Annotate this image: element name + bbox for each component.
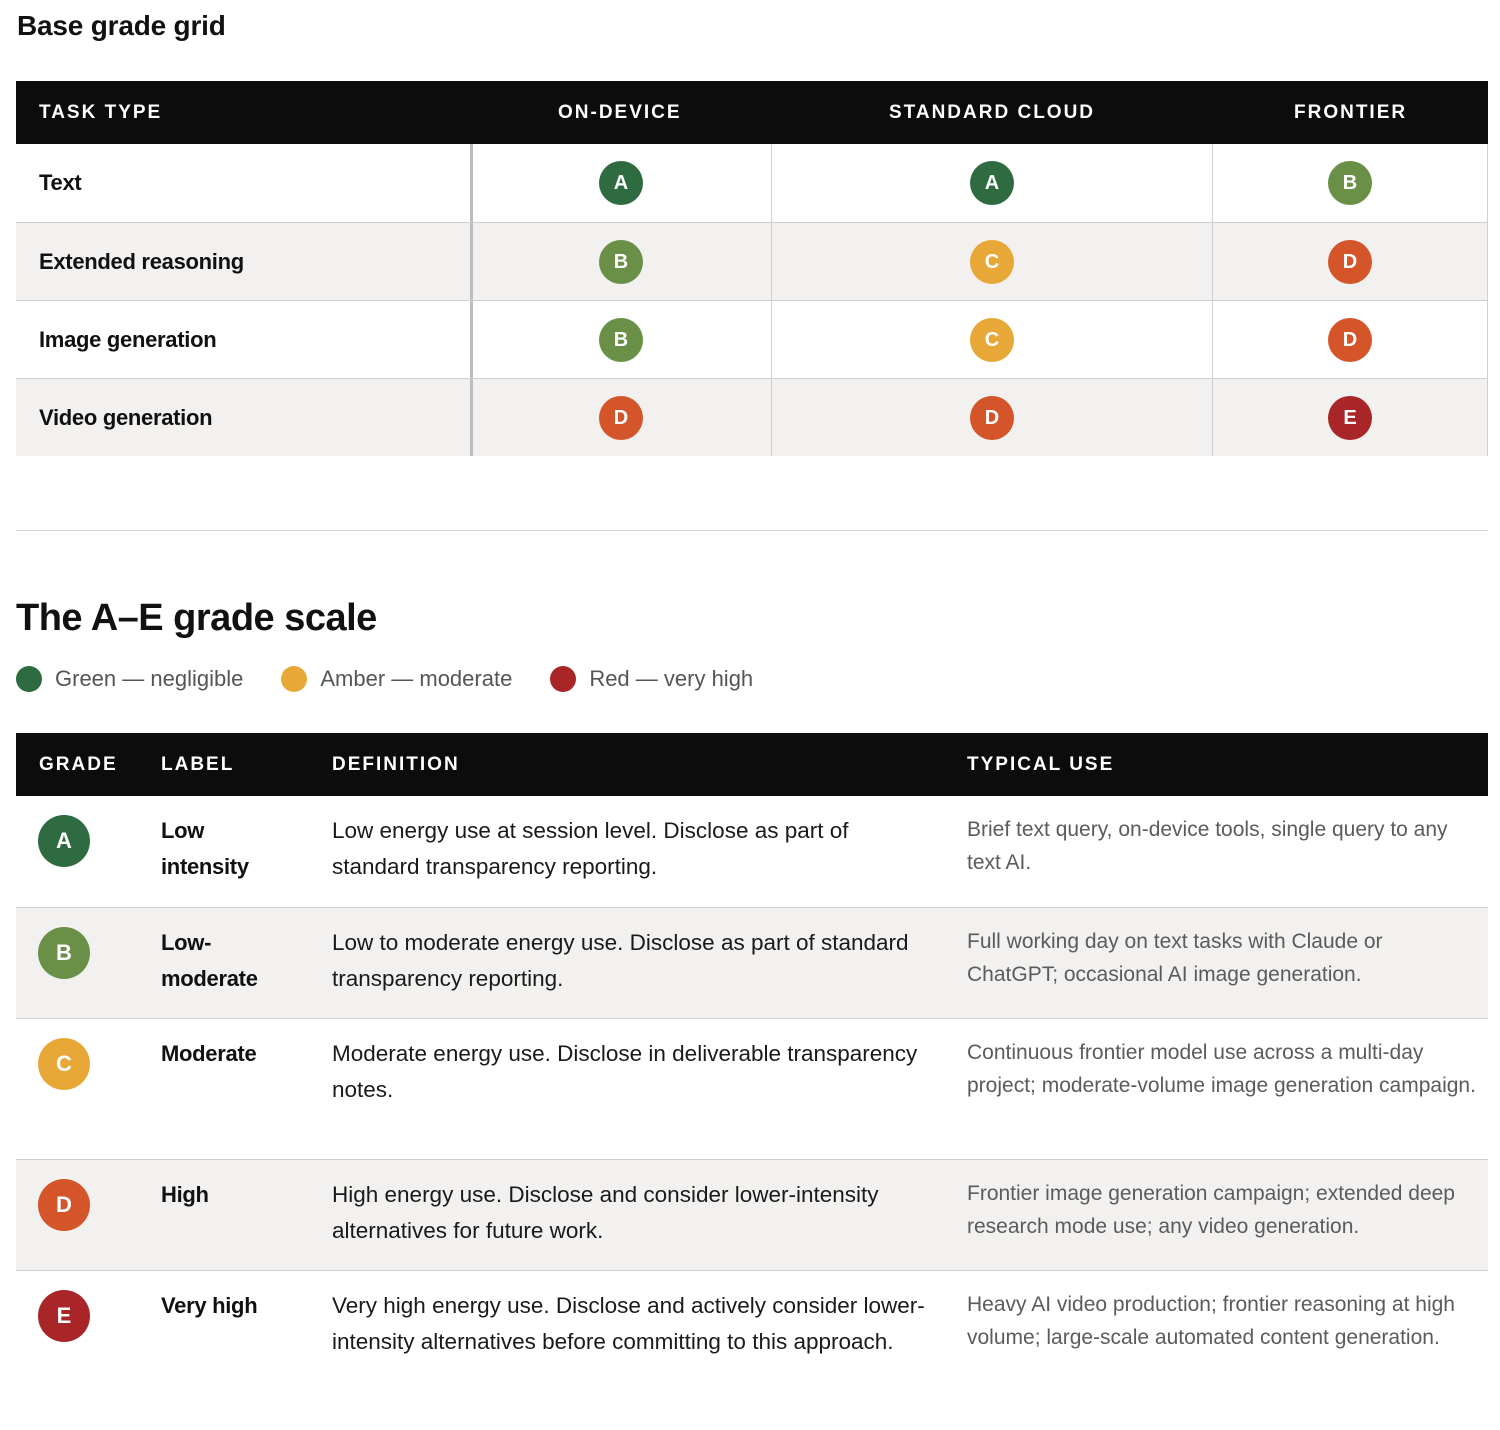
grade-scale-table (16, 733, 1488, 1427)
grid-header-row (16, 81, 1488, 144)
column-divider (771, 144, 772, 222)
scale-title: The A–E grade scale (16, 597, 377, 639)
task-type-label: Extended reasoning (39, 249, 244, 274)
grade-label: High (161, 1182, 209, 1207)
column-divider (1212, 223, 1213, 300)
legend-swatch (16, 666, 42, 692)
section-divider (16, 530, 1488, 531)
grade-typical-use: Frontier image generation campaign; extended deep research mode use; any video generation. (967, 1182, 1455, 1238)
column-divider (771, 379, 772, 456)
grid-header-on-device: ON-DEVICE (558, 102, 682, 123)
column-divider (470, 223, 473, 300)
grade-badge: B (38, 927, 90, 979)
column-divider (1212, 301, 1213, 378)
grade-label: Moderate (161, 1041, 257, 1066)
grid-row (16, 222, 1488, 300)
grade-label: Very high (161, 1293, 258, 1318)
grade-badge: D (599, 396, 643, 440)
legend-item (281, 666, 512, 692)
grade-badge: D (38, 1179, 90, 1231)
grade-badge: C (38, 1038, 90, 1090)
legend-swatch (550, 666, 576, 692)
scale-header-typical-use: TYPICAL USE (967, 754, 1115, 775)
column-divider (771, 223, 772, 300)
column-divider (470, 379, 473, 456)
scale-row (16, 907, 1488, 1018)
grade-definition: Low to moderate energy use. Disclose as part of standard transparency reporting. (332, 930, 909, 991)
grid-body (16, 144, 1488, 456)
grade-badge: C (970, 240, 1014, 284)
grade-typical-use: Continuous frontier model use across a multi-day project; moderate-volume image generation campaign. (967, 1041, 1476, 1097)
color-legend (16, 664, 791, 694)
grade-definition: Moderate energy use. Disclose in deliverable transparency notes. (332, 1041, 918, 1102)
column-divider (771, 301, 772, 378)
scale-header-label: LABEL (161, 754, 235, 775)
column-divider (1212, 379, 1213, 456)
grid-header-standard-cloud: STANDARD CLOUD (889, 102, 1096, 123)
task-type-label: Image generation (39, 327, 217, 352)
scale-row (16, 1270, 1488, 1427)
grade-badge: B (1328, 161, 1372, 205)
grade-badge: E (38, 1290, 90, 1342)
grade-badge: A (970, 161, 1014, 205)
base-grade-grid (16, 81, 1488, 456)
grade-badge: D (1328, 240, 1372, 284)
column-divider (1487, 223, 1488, 300)
column-divider (470, 301, 473, 378)
grade-definition: Low energy use at session level. Disclose as part of standard transparency reporting. (332, 818, 849, 879)
task-type-label: Text (39, 170, 82, 195)
column-divider (470, 144, 473, 222)
scale-row (16, 796, 1488, 907)
task-type-label: Video generation (39, 405, 213, 430)
grade-badge: B (599, 240, 643, 284)
grade-typical-use: Brief text query, on-device tools, single query to any text AI. (967, 818, 1448, 874)
grade-typical-use: Heavy AI video production; frontier reasoning at high volume; large-scale automated content generation. (967, 1293, 1455, 1349)
grade-typical-use: Full working day on text tasks with Claude or ChatGPT; occasional AI image generation. (967, 930, 1383, 986)
scale-row (16, 1018, 1488, 1159)
legend-item (550, 666, 753, 692)
legend-label: Amber — moderate (320, 666, 513, 691)
scale-body (16, 796, 1488, 1427)
grid-row (16, 300, 1488, 378)
grid-header-task-type: TASK TYPE (39, 102, 163, 123)
column-divider (1487, 379, 1488, 456)
grade-badge: B (599, 318, 643, 362)
grid-row (16, 378, 1488, 456)
grade-badge: A (599, 161, 643, 205)
grade-badge: C (970, 318, 1014, 362)
grade-badge: E (1328, 396, 1372, 440)
grid-row (16, 144, 1488, 222)
legend-label: Green — negligible (55, 666, 244, 691)
scale-row (16, 1159, 1488, 1270)
grid-title: Base grade grid (17, 10, 226, 41)
grade-label: Low intensity (161, 818, 249, 879)
grade-label: Low-moderate (161, 930, 258, 991)
column-divider (1487, 144, 1488, 222)
grade-badge: A (38, 815, 90, 867)
grade-badge: D (1328, 318, 1372, 362)
scale-header-definition: DEFINITION (332, 754, 460, 775)
column-divider (1212, 144, 1213, 222)
column-divider (1487, 301, 1488, 378)
grade-definition: Very high energy use. Disclose and actively consider lower-intensity alternatives before committing to this approach. (332, 1293, 925, 1354)
grade-badge: D (970, 396, 1014, 440)
scale-header-row (16, 733, 1488, 796)
scale-header-grade: GRADE (39, 754, 118, 775)
legend-label: Red — very high (589, 666, 754, 691)
legend-item (16, 666, 243, 692)
grid-header-frontier: FRONTIER (1294, 102, 1408, 123)
grade-definition: High energy use. Disclose and consider lower-intensity alternatives for future work. (332, 1182, 879, 1243)
legend-swatch (281, 666, 307, 692)
